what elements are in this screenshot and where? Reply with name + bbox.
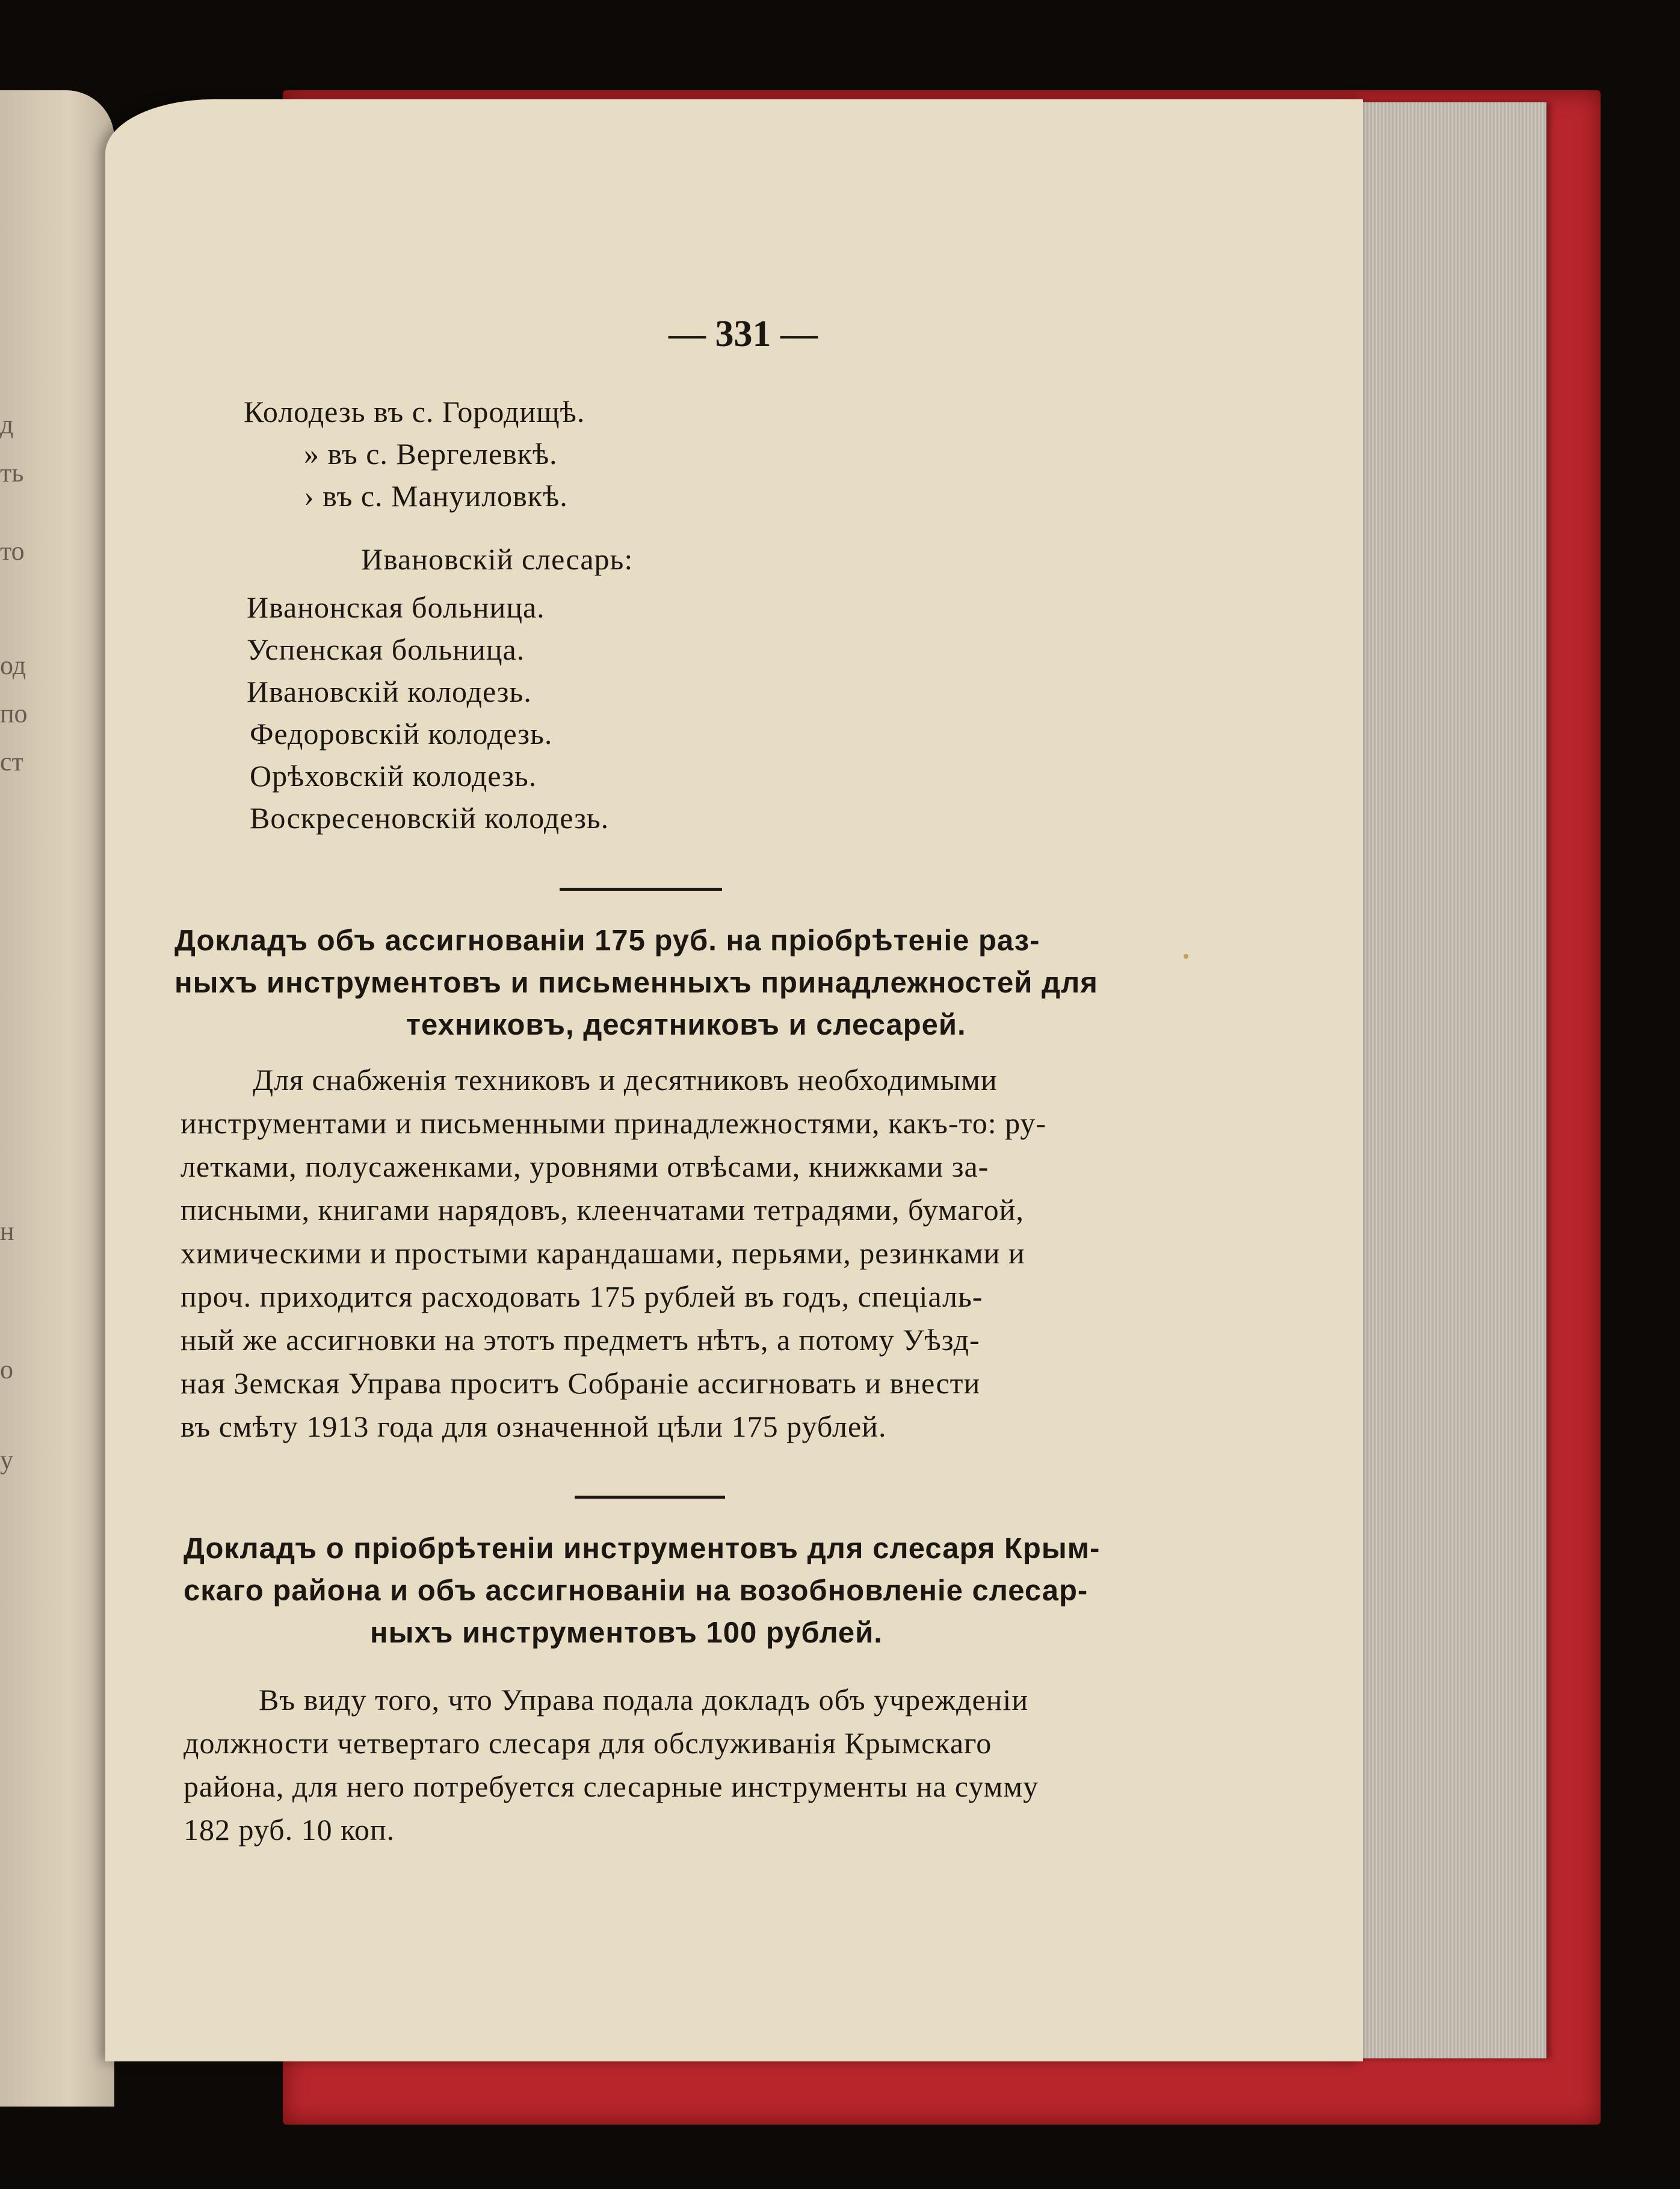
- left-page-fragment: д: [0, 410, 14, 439]
- list-item: Федоровскій колодезь.: [250, 717, 553, 751]
- left-page-fragment: ть: [0, 458, 24, 488]
- left-page-fragment: у: [0, 1445, 13, 1475]
- section-divider: [560, 888, 722, 891]
- section-divider: [575, 1496, 725, 1499]
- report-title-line: ныхъ инструментовъ и письменныхъ принадлежностей для: [174, 967, 1098, 999]
- report-body-line: должности четвертаго слесаря для обслуживанія Крымскаго: [184, 1726, 992, 1760]
- report-title-line: техниковъ, десятниковъ и слесарей.: [406, 1009, 966, 1041]
- report-body-line: ная Земская Управа проситъ Собраніе ассигновать и внести: [181, 1366, 981, 1400]
- report-body-line: химическими и простыми карандашами, перьями, резинками и: [181, 1236, 1025, 1270]
- report-title-line: ныхъ инструментовъ 100 рублей.: [370, 1617, 883, 1649]
- list-item: Ивановскій колодезь.: [247, 675, 532, 708]
- well-list-item: › въ с. Мануиловкѣ.: [304, 479, 568, 513]
- left-page-fragment: н: [0, 1216, 14, 1246]
- left-page-fragment: од: [0, 651, 26, 680]
- section-subheading: Ивановскій слесарь:: [361, 542, 634, 576]
- report-body-line: района, для него потребуется слесарные инструменты на сумму: [184, 1769, 1039, 1803]
- left-page-fragment: о: [0, 1355, 13, 1384]
- report-body-line: проч. приходится расходовать 175 рублей въ годъ, спеціаль-: [181, 1280, 983, 1313]
- paper-speck: [1184, 954, 1188, 959]
- well-list-item: » въ с. Вергелевкѣ.: [304, 437, 558, 471]
- report-body-line: 182 руб. 10 коп.: [184, 1813, 395, 1847]
- report-body-line: Для снабженія техниковъ и десятниковъ необходимыми: [253, 1063, 998, 1097]
- report-body-line: летками, полусаженками, уровнями отвѣсами, книжками за-: [181, 1150, 989, 1183]
- right-page: [105, 99, 1363, 2061]
- report-body-line: писными, книгами нарядовъ, клеенчатами тетрадями, бумагой,: [181, 1193, 1024, 1227]
- left-page-fragment: ст: [0, 747, 23, 776]
- report-title-line: Докладъ объ ассигнованіи 175 руб. на пріобрѣтеніе раз-: [174, 924, 1040, 957]
- list-item: Иванонская больница.: [247, 590, 545, 624]
- report-body-line: въ смѣту 1913 года для означенной цѣли 175 рублей.: [181, 1410, 887, 1443]
- left-page-edge: [0, 90, 114, 2107]
- report-body-line: Въ виду того, что Управа подала докладъ объ учрежденіи: [259, 1683, 1029, 1717]
- list-item: Орѣховскій колодезь.: [250, 759, 537, 793]
- list-item: Воскресеновскій колодезь.: [250, 801, 610, 835]
- list-item: Успенская больница.: [247, 633, 525, 666]
- report-title-line: скаго района и объ ассигнованіи на возобновленіе слесар-: [184, 1574, 1089, 1607]
- left-page-fragment: по: [0, 699, 28, 728]
- left-page-fragment: то: [0, 536, 25, 566]
- page-number: — 331 —: [669, 314, 818, 355]
- page-content: [105, 99, 1363, 2061]
- report-body-line: ный же ассигновки на этотъ предметъ нѣтъ, а потому Уѣзд-: [181, 1323, 980, 1357]
- report-body-line: инструментами и письменными принадлежностями, какъ-то: ру-: [181, 1106, 1047, 1140]
- report-title-line: Докладъ о пріобрѣтеніи инструментовъ для слесаря Крым-: [184, 1532, 1101, 1565]
- well-list-item: Колодезь въ с. Городищѣ.: [244, 395, 585, 429]
